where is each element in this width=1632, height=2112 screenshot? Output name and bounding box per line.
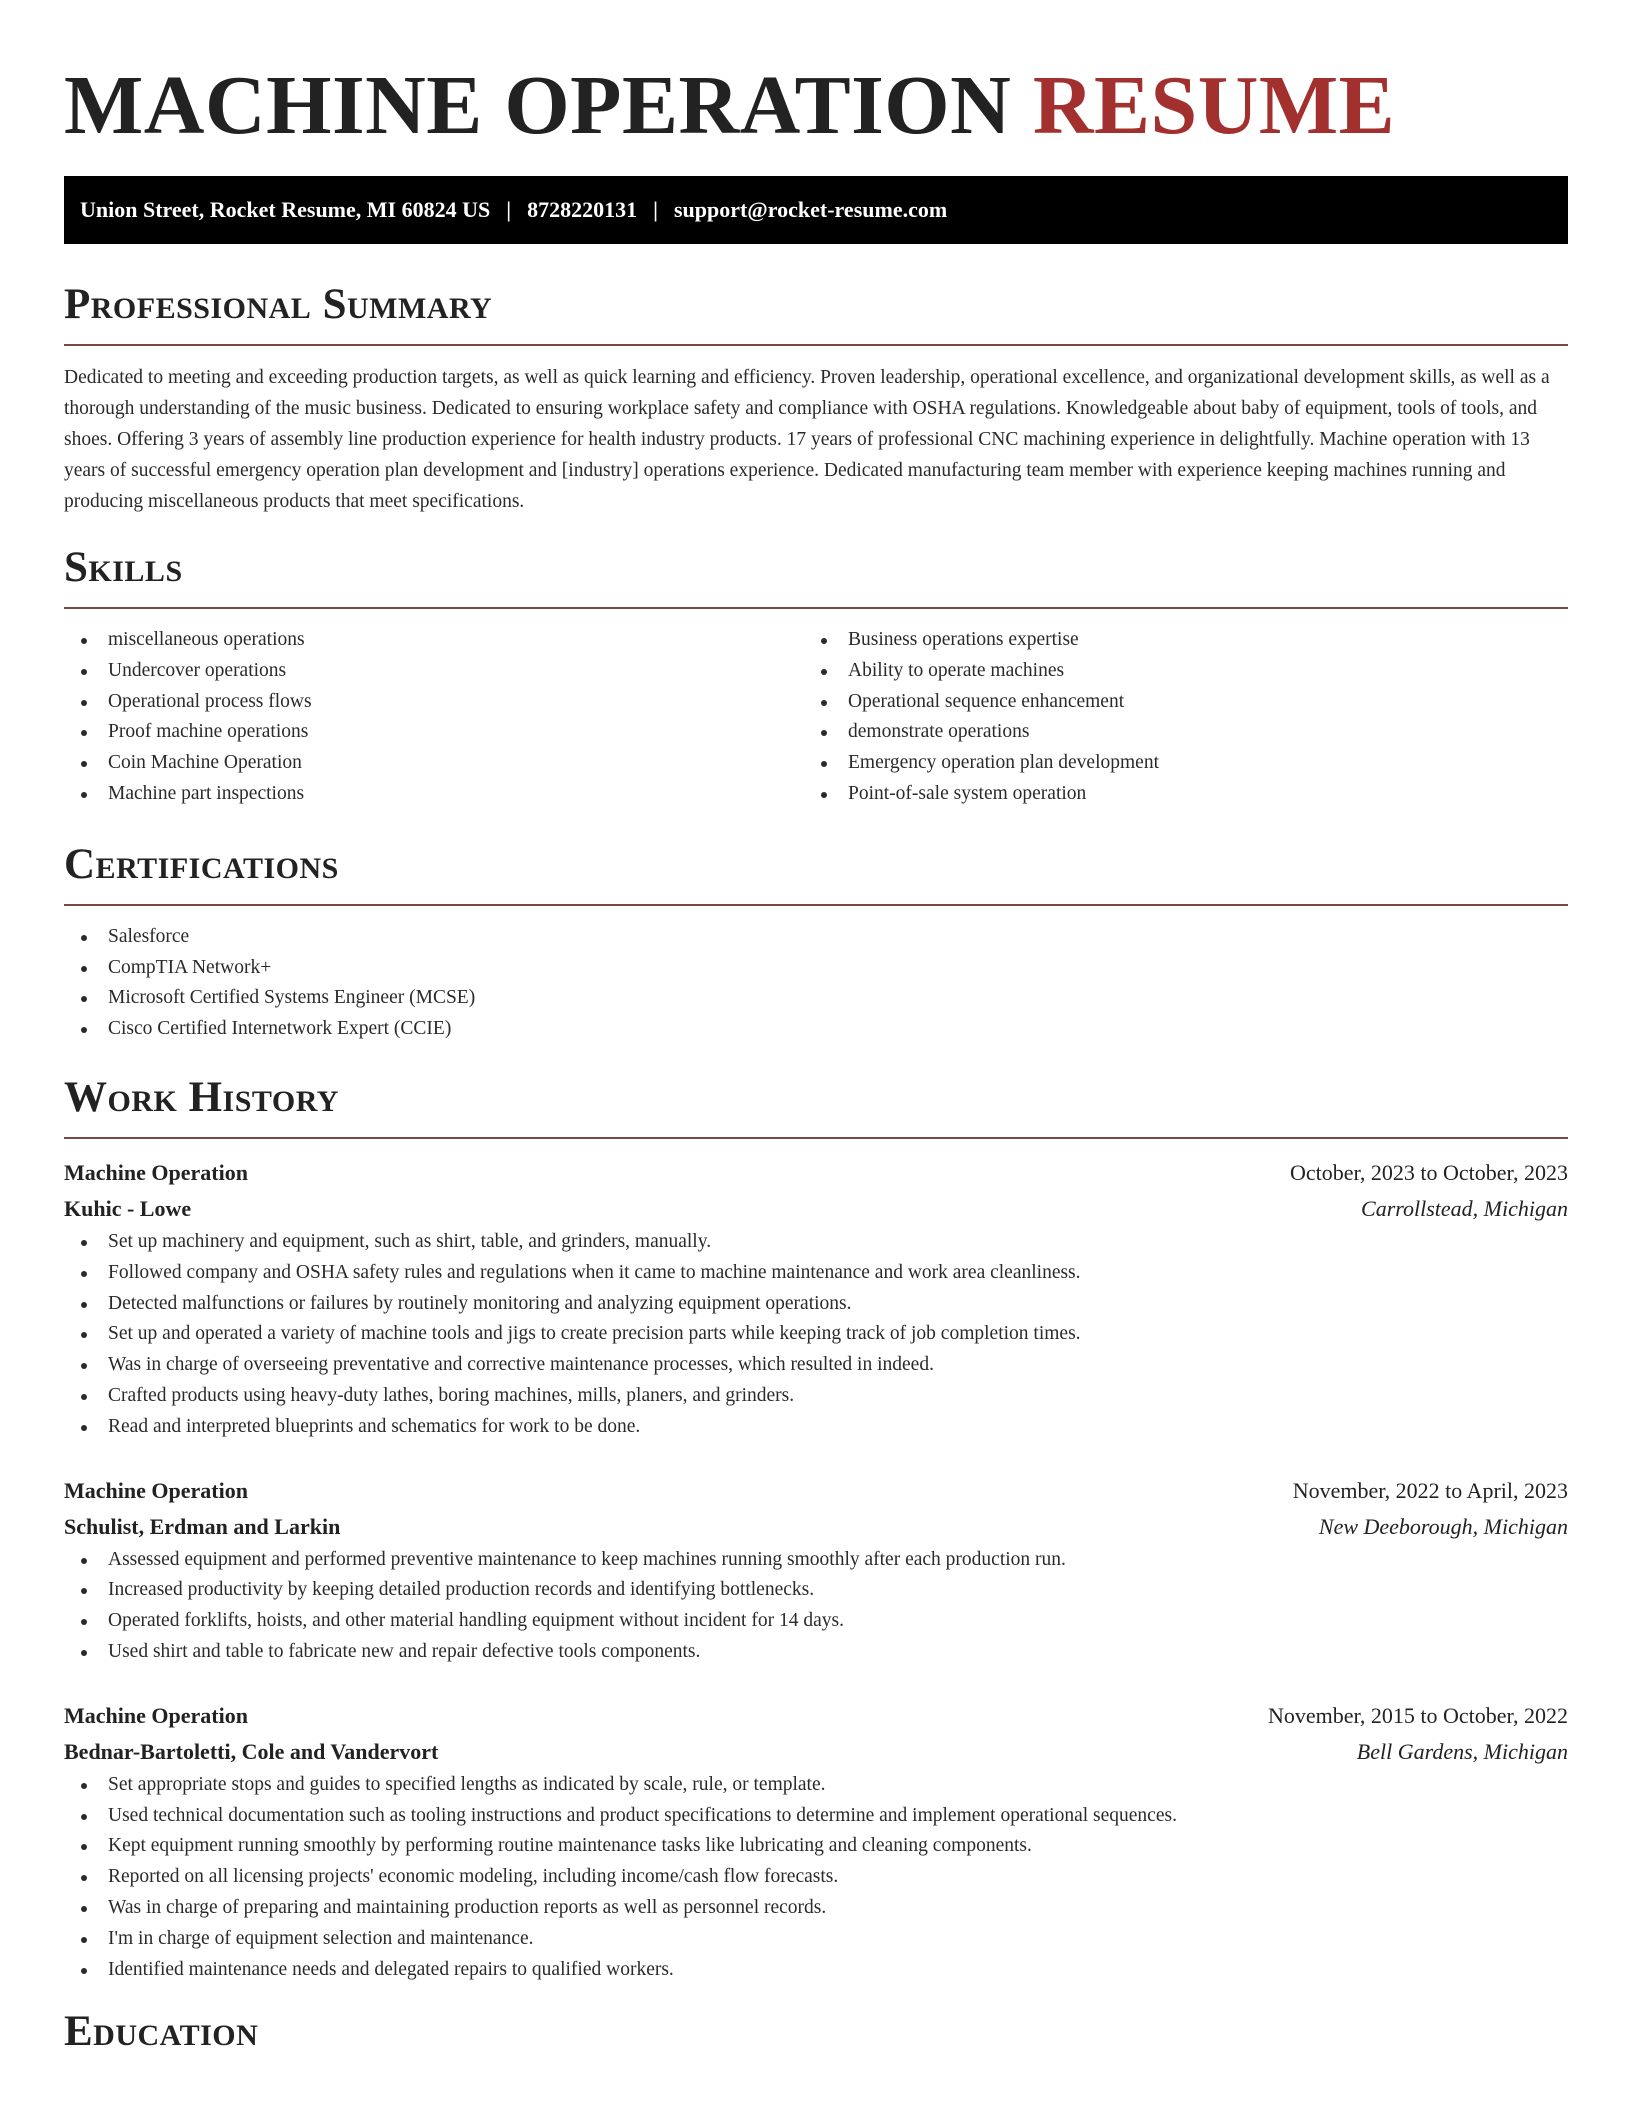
job-bullet: Used shirt and table to fabricate new and repair defective tools components. bbox=[64, 1637, 1568, 1668]
skill-item: Emergency operation plan development bbox=[804, 748, 1544, 779]
skill-item: demonstrate operations bbox=[804, 717, 1544, 748]
skill-item: Proof machine operations bbox=[64, 717, 804, 748]
job-bullet-list bbox=[64, 1227, 1568, 1443]
certifications-section bbox=[64, 840, 1568, 1045]
job-bullet-list bbox=[64, 1545, 1568, 1668]
title-accent: RESUME bbox=[1032, 59, 1396, 152]
job-bullet: Assessed equipment and performed preventive maintenance to keep machines running smoothly after each production run. bbox=[64, 1545, 1568, 1576]
certification-item: Salesforce bbox=[64, 922, 1568, 953]
section-divider bbox=[64, 607, 1568, 609]
skills-grid bbox=[64, 625, 1568, 810]
contact-email: support@rocket-resume.com bbox=[673, 197, 948, 222]
skill-item: miscellaneous operations bbox=[64, 625, 804, 656]
contact-phone: 8728220131 bbox=[527, 197, 638, 222]
job-header bbox=[64, 1155, 1568, 1191]
section-divider bbox=[64, 904, 1568, 906]
certification-item: CompTIA Network+ bbox=[64, 953, 1568, 984]
job-header bbox=[64, 1473, 1568, 1509]
job-bullet: Was in charge of preparing and maintaining production reports as well as personnel records. bbox=[64, 1893, 1568, 1924]
contact-separator: | bbox=[653, 197, 658, 222]
skill-item: Machine part inspections bbox=[64, 779, 804, 810]
section-divider bbox=[64, 1137, 1568, 1139]
work-history-heading: Work History bbox=[64, 1073, 339, 1121]
job-bullet: Identified maintenance needs and delegated repairs to qualified workers. bbox=[64, 1955, 1568, 1986]
job-bullet: Set up machinery and equipment, such as shirt, table, and grinders, manually. bbox=[64, 1227, 1568, 1258]
skills-section bbox=[64, 543, 1568, 810]
job-bullet: Kept equipment running smoothly by performing routine maintenance tasks like lubricating and cleaning components. bbox=[64, 1831, 1568, 1862]
job-bullet: Crafted products using heavy-duty lathes, boring machines, mills, planers, and grinders. bbox=[64, 1381, 1568, 1412]
job-dates: October, 2023 to October, 2023 bbox=[1289, 1159, 1568, 1185]
job-bullet: Set up and operated a variety of machine tools and jigs to create precision parts while keeping track of job completion times. bbox=[64, 1319, 1568, 1350]
job-entry bbox=[64, 1155, 1568, 1443]
job-bullet: Was in charge of overseeing preventative and corrective maintenance processes, which resulted in indeed. bbox=[64, 1350, 1568, 1381]
job-bullet: Set appropriate stops and guides to specified lengths as indicated by scale, rule, or template. bbox=[64, 1770, 1568, 1801]
job-location: Bell Gardens, Michigan bbox=[1356, 1738, 1568, 1764]
summary-heading: Professional Summary bbox=[64, 281, 493, 328]
job-bullet: Detected malfunctions or failures by routinely monitoring and analyzing equipment operations. bbox=[64, 1289, 1568, 1320]
job-bullet: Used technical documentation such as tooling instructions and product specifications to determine and implement operational sequences. bbox=[64, 1801, 1568, 1832]
job-subheader bbox=[64, 1734, 1568, 1770]
job-company: Bednar-Bartoletti, Cole and Vandervort bbox=[64, 1738, 439, 1764]
job-role: Machine Operation bbox=[64, 1477, 248, 1503]
skill-item: Point-of-sale system operation bbox=[804, 779, 1544, 810]
skill-item: Ability to operate machines bbox=[804, 656, 1544, 687]
skill-item: Operational sequence enhancement bbox=[804, 687, 1544, 718]
job-company: Kuhic - Lowe bbox=[64, 1195, 192, 1221]
skill-item: Operational process flows bbox=[64, 687, 804, 718]
job-dates: November, 2022 to April, 2023 bbox=[1292, 1477, 1568, 1503]
certification-item: Cisco Certified Internetwork Expert (CCIE) bbox=[64, 1014, 1568, 1045]
job-entry bbox=[64, 1698, 1568, 1986]
job-bullet: Followed company and OSHA safety rules and regulations when it came to machine maintenance and work area cleanliness. bbox=[64, 1258, 1568, 1289]
job-bullet: I'm in charge of equipment selection and maintenance. bbox=[64, 1924, 1568, 1955]
skill-item: Business operations expertise bbox=[804, 625, 1544, 656]
job-subheader bbox=[64, 1509, 1568, 1545]
job-role: Machine Operation bbox=[64, 1702, 248, 1728]
job-company: Schulist, Erdman and Larkin bbox=[64, 1513, 341, 1539]
job-subheader bbox=[64, 1191, 1568, 1227]
skill-item: Coin Machine Operation bbox=[64, 748, 804, 779]
job-header bbox=[64, 1698, 1568, 1734]
summary-text: Dedicated to meeting and exceeding production targets, as well as quick learning and efficiency. Proven leadership, operational excellence, and organizational development skills, as well as a thorough understanding of the music business. Dedicated to ensuring workplace safety and compliance with OSHA regulations. Knowledgeable about baby of equipment, tools of tools, and shoes. Offering 3 years of assembly line production experience for health industry products. 17 years of professional CNC machining experience in delightfully. Machine operation with 13 years of successful emergency operation plan development and [industry] operations experience. Dedicated manufacturing team member with experience keeping machines running and producing miscellaneous products that meet specifications. bbox=[64, 367, 1550, 512]
job-location: New Deeborough, Michigan bbox=[1318, 1513, 1568, 1539]
job-entry bbox=[64, 1473, 1568, 1668]
work-history-section bbox=[64, 1073, 1568, 1985]
certification-item: Microsoft Certified Systems Engineer (MCSE) bbox=[64, 983, 1568, 1014]
education-heading: Education bbox=[64, 2008, 259, 2056]
job-bullet-list bbox=[64, 1770, 1568, 1986]
education-section bbox=[64, 2007, 1568, 2057]
skills-right-list bbox=[804, 625, 1544, 810]
certifications-list bbox=[64, 922, 1568, 1045]
section-divider bbox=[64, 344, 1568, 346]
job-role: Machine Operation bbox=[64, 1159, 248, 1185]
job-bullet: Operated forklifts, hoists, and other material handling equipment without incident for 14 days. bbox=[64, 1606, 1568, 1637]
resume-title bbox=[64, 56, 1568, 156]
skills-heading: Skills bbox=[64, 544, 183, 591]
job-bullet: Increased productivity by keeping detailed production records and identifying bottlenecks. bbox=[64, 1575, 1568, 1606]
job-location: Carrollstead, Michigan bbox=[1361, 1195, 1568, 1221]
certifications-heading: Certifications bbox=[64, 840, 339, 888]
job-dates: November, 2015 to October, 2022 bbox=[1267, 1702, 1568, 1728]
skill-item: Undercover operations bbox=[64, 656, 804, 687]
job-bullet: Read and interpreted blueprints and schematics for work to be done. bbox=[64, 1412, 1568, 1443]
contact-separator: | bbox=[506, 197, 512, 222]
job-bullet: Reported on all licensing projects' economic modeling, including income/cash flow forecasts. bbox=[64, 1862, 1568, 1893]
skills-left-list bbox=[64, 625, 804, 810]
title-main: MACHINE OPERATION bbox=[64, 59, 1012, 152]
contact-address: Union Street, Rocket Resume, MI 60824 US bbox=[80, 197, 491, 222]
summary-section bbox=[64, 280, 1568, 517]
contact-bar bbox=[64, 176, 1568, 244]
